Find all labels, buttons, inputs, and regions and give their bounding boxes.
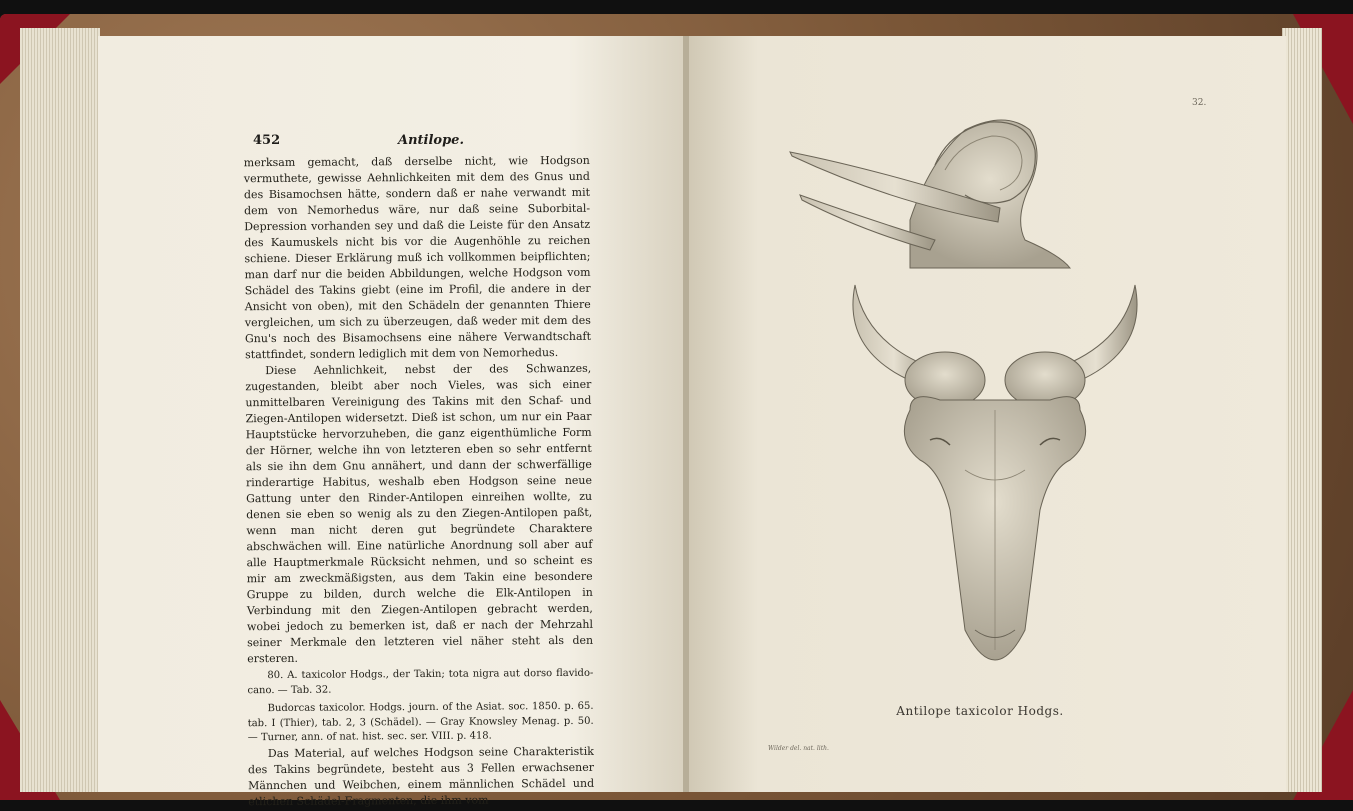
page-body-text [244, 153, 595, 810]
skull-illustration [760, 90, 1230, 690]
species-heading: 80. A. taxicolor Hodgs., der Takin; tota nigra aut dorso flavido-cano. — Tab. 32. [247, 667, 594, 696]
running-title: Antilope. [398, 133, 464, 148]
plate-caption: Antilope taxicolor Hodgs. [896, 704, 1064, 718]
paragraph-1: merksam gemacht, daß derselbe nicht, wie Hodgson vermuthete, gewisse Aehnlichkeiten mit dem des Gnus und des Bisamochsen hätte, sondern daß er nahe verwandt mit dem von Nemorhedus wäre, nur daß seine Suborbital-Depression vorhanden sey und daß die Leiste für den Ansatz des Kaumuskels nicht bis vor die Augenhöhle zu reichen schiene. Dieser Erklärung muß ich vollkommen beipflichten; man darf nur die beiden Abbildungen, welche Hodgson vom Schädel des Takins giebt (eine im Profil, die andere in der Ansicht von oben), mit den Schädeln der genannten Thiere vergleichen, um sich zu überzeugen, daß weder mit dem des Gnu's noch des Bisamochsens eine nähere Verwandtschaft stattfindet, sondern lediglich mit dem von Nemorhedus. [243, 153, 592, 362]
page-header [253, 133, 583, 151]
paragraph-2: Diese Aehnlichkeit, nebst der des Schwanzes, zugestanden, bleibt aber noch Vieles, was sich einer unmittelbaren Vereinigung des Takins mit den Schaf- und Ziegen-Antilopen widersetzt. Dieß ist schon, um nur ein Paar Hauptstücke hervorzuheben, die ganz eigenthümliche Form der Hörner, welche ihn von letzteren eben so sehr entfernt als sie ihn dem Gnu annähert, und dann der schwerfällige rinderartige Habitus, weshalb eben Hodgson seine neue Gattung unter den Rinder-Antilopen einreihen wollte, zu denen sie eben so wenig als zu den Ziegen-Antilopen paßt, wenn man nicht deren gut begründete Charaktere abschwächen will. Eine natürliche Anordnung soll aber auf alle Hauptmerkmale Rücksicht nehmen, und so scheint es mir am zweckmäßigsten, aus dem Takin eine besondere Gruppe zu bilden, durch welche die Elk-Antilopen in Verbindung mit den Ziegen-Antilopen gebracht werden, wobei jedoch zu bemerken ist, daß er nach der Mehrzahl seiner Merkmale den letzteren viel näher steht als den ersteren. [245, 361, 594, 666]
page-edges-right [1282, 28, 1322, 792]
skull-frontal-view [853, 285, 1137, 660]
book-gutter [683, 36, 689, 792]
page-edges-left [20, 28, 100, 792]
artist-credit: Wilder del. nat. lith. [768, 745, 829, 752]
plate-number: 32. [1192, 98, 1207, 108]
paragraph-3: Das Material, auf welches Hodgson seine Charakteristik des Takins begründete, besteht aus 3 Fellen erwachsener Männchen und Weibchen, einem männlichen Schädel und etlichen Schädel-Fragmenten, die ihm vom [247, 744, 595, 808]
skull-profile-view [790, 120, 1070, 268]
page-number: 452 [253, 133, 281, 148]
synonymy: Budorcas taxicolor. Hodgs. journ. of the Asiat. soc. 1850. p. 65. tab. I (Thier), tab. 2, 3 (Schädel). — Gray Knowsley Menag. p. 50. — Turner, ann. of nat. hist. sec. ser. VIII. p. 418. [247, 700, 594, 744]
